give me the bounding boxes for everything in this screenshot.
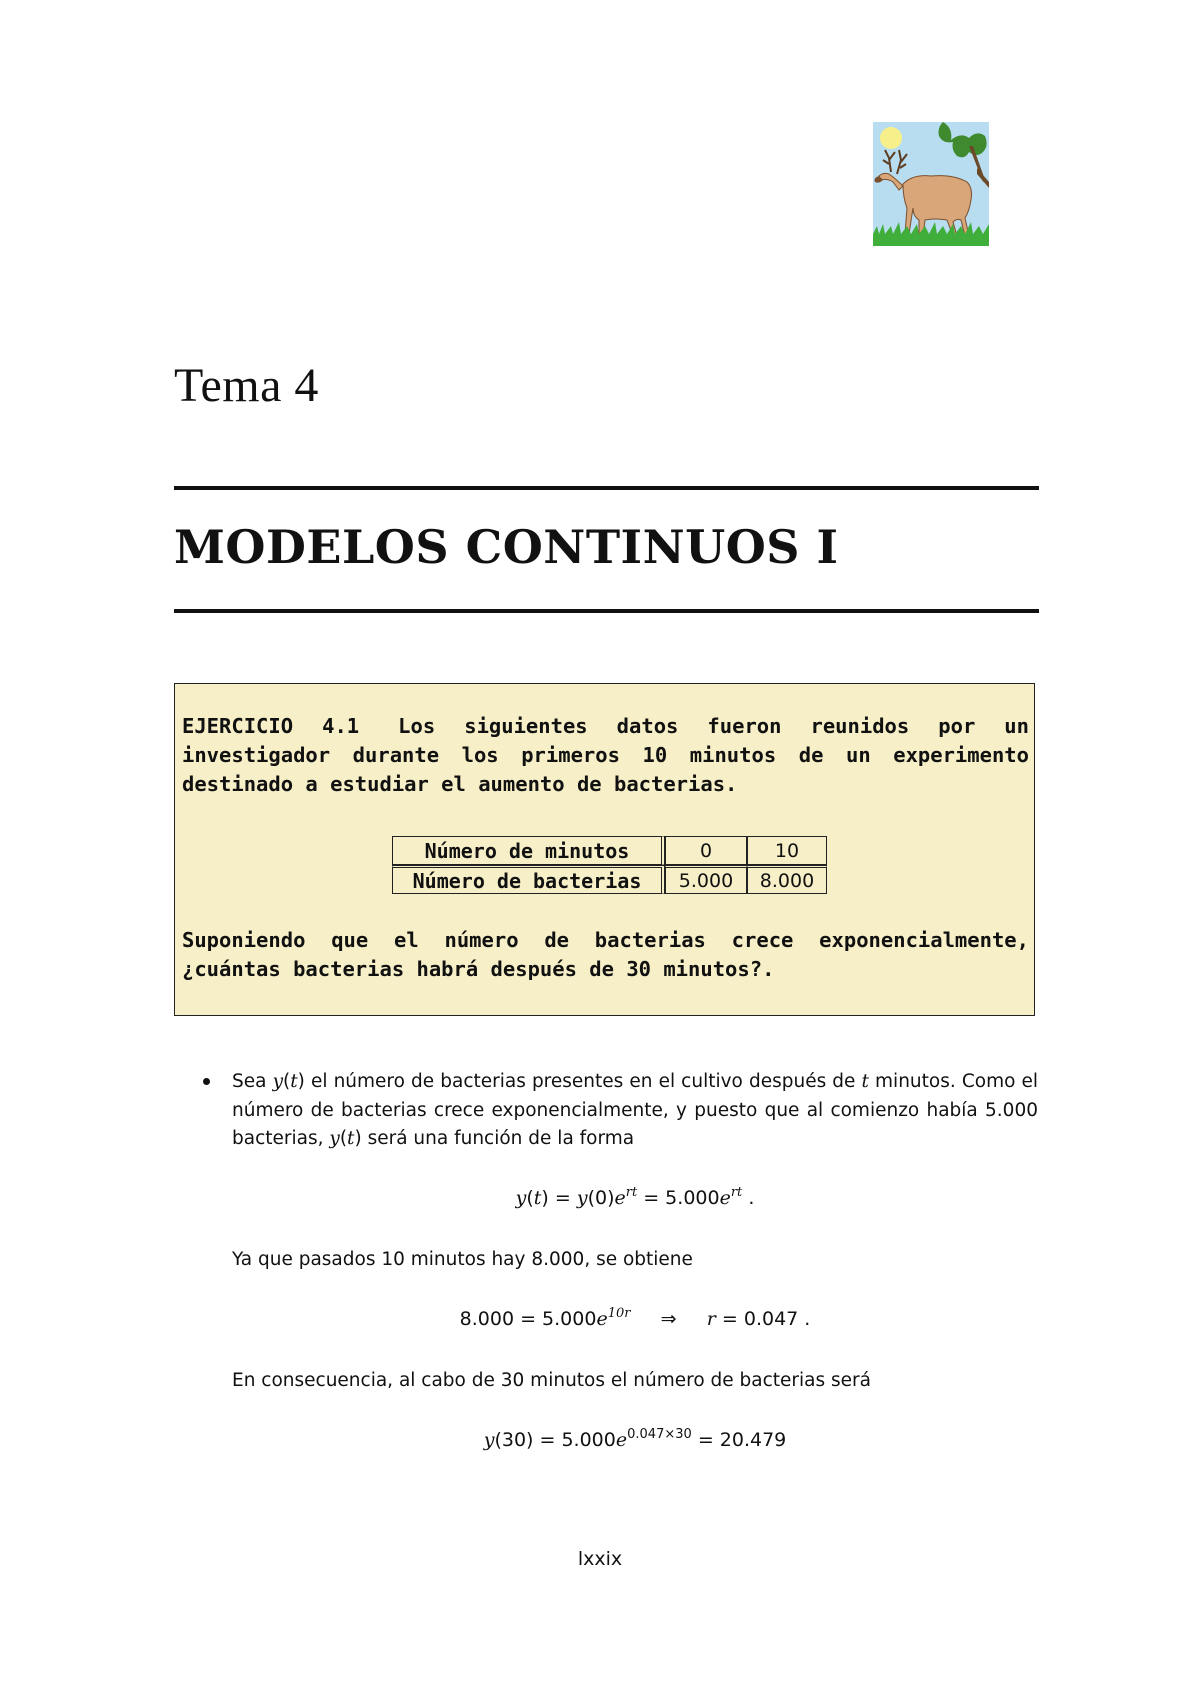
exercise-box [174,683,1035,1016]
equation-rate [232,1304,1038,1334]
data-table [392,836,827,894]
math-variable: t [347,1128,355,1149]
solution-paragraph: Ya que pasados 10 minutos hay 8.000, se obtiene [232,1249,693,1270]
chapter-label: Tema 4 [174,359,319,412]
math-text: = 20.479 [691,1429,787,1451]
text-run: Sea [232,1071,273,1092]
text-run: ) el número de bacterias presentes en el cultivo después de [297,1071,862,1092]
text-run: ( [283,1071,291,1092]
exercise-question-line: Suponiendo que el número de bacterias crece exponencialmente, [182,928,1029,952]
exercise-statement [182,712,1029,799]
implies-symbol: ⇒ [630,1308,707,1330]
math-variable: r [706,1308,716,1330]
math-text: 8.000 = 5.000 [459,1308,597,1330]
math-variable: t [533,1187,542,1209]
table-cell: 5.000 [665,865,747,894]
math-variable: y [515,1187,527,1209]
solution-paragraph [232,1068,1038,1154]
math-variable: t [861,1071,869,1092]
table-row-label: Número de bacterias [392,865,665,894]
table-row [392,865,827,894]
exercise-question-line: ¿cuántas bacterias habrá después de 30 minutos?. [182,957,775,981]
equation-growth-model [232,1183,1038,1213]
math-text: = 0.047 . [715,1308,811,1330]
text-run: ( [339,1128,348,1149]
table-row [392,836,827,865]
exercise-question [182,926,1029,984]
math-text: (30) = 5.000 [494,1429,616,1451]
math-text: (0) [587,1187,615,1209]
math-exponent: rt [625,1185,638,1200]
text-run: ) será una función de la forma [354,1128,635,1149]
math-variable: e [596,1308,608,1330]
table-cell: 8.000 [747,865,827,894]
bullet-icon [203,1078,210,1085]
chapter-title: MODELOS CONTINUOS I [174,520,839,574]
math-text: = 5.000 [637,1187,720,1209]
math-variable: e [615,1429,628,1451]
math-text: . [742,1187,755,1209]
exercise-statement-text: Los siguientes datos fueron reunidos por un investigador durante los primeros 10 minutos de un experimento destinado a estudiar el aumento de bacterias. [182,714,1029,796]
table-cell: 10 [747,836,827,865]
title-rule-top [174,486,1039,490]
math-exponent: 0.047×30 [627,1427,692,1442]
math-variable: y [329,1128,340,1149]
table-row-label: Número de minutos [392,836,665,865]
math-exponent: rt [730,1185,743,1200]
exercise-label: EJERCICIO 4.1 [182,714,360,738]
math-variable: y [272,1071,284,1092]
math-variable: e [719,1187,731,1209]
math-variable: y [483,1429,495,1451]
math-variable: y [576,1187,588,1209]
math-text: ( [526,1187,534,1209]
math-exponent: 10r [607,1306,631,1321]
equation-result [232,1425,1038,1455]
solution-paragraph: En consecuencia, al cabo de 30 minutos el número de bacterias será [232,1370,871,1391]
text-run: minutos. Como el número de bacterias crece exponencialmente, y puesto que al comienzo había 5.000 bacterias, [232,1071,1039,1149]
deer-illustration [873,122,989,246]
math-text: ) = [541,1187,577,1209]
math-variable: e [614,1187,626,1209]
table-cell: 0 [665,836,747,865]
page-number: lxxix [577,1548,623,1570]
title-rule-bottom [174,609,1039,613]
math-variable: t [290,1071,298,1092]
